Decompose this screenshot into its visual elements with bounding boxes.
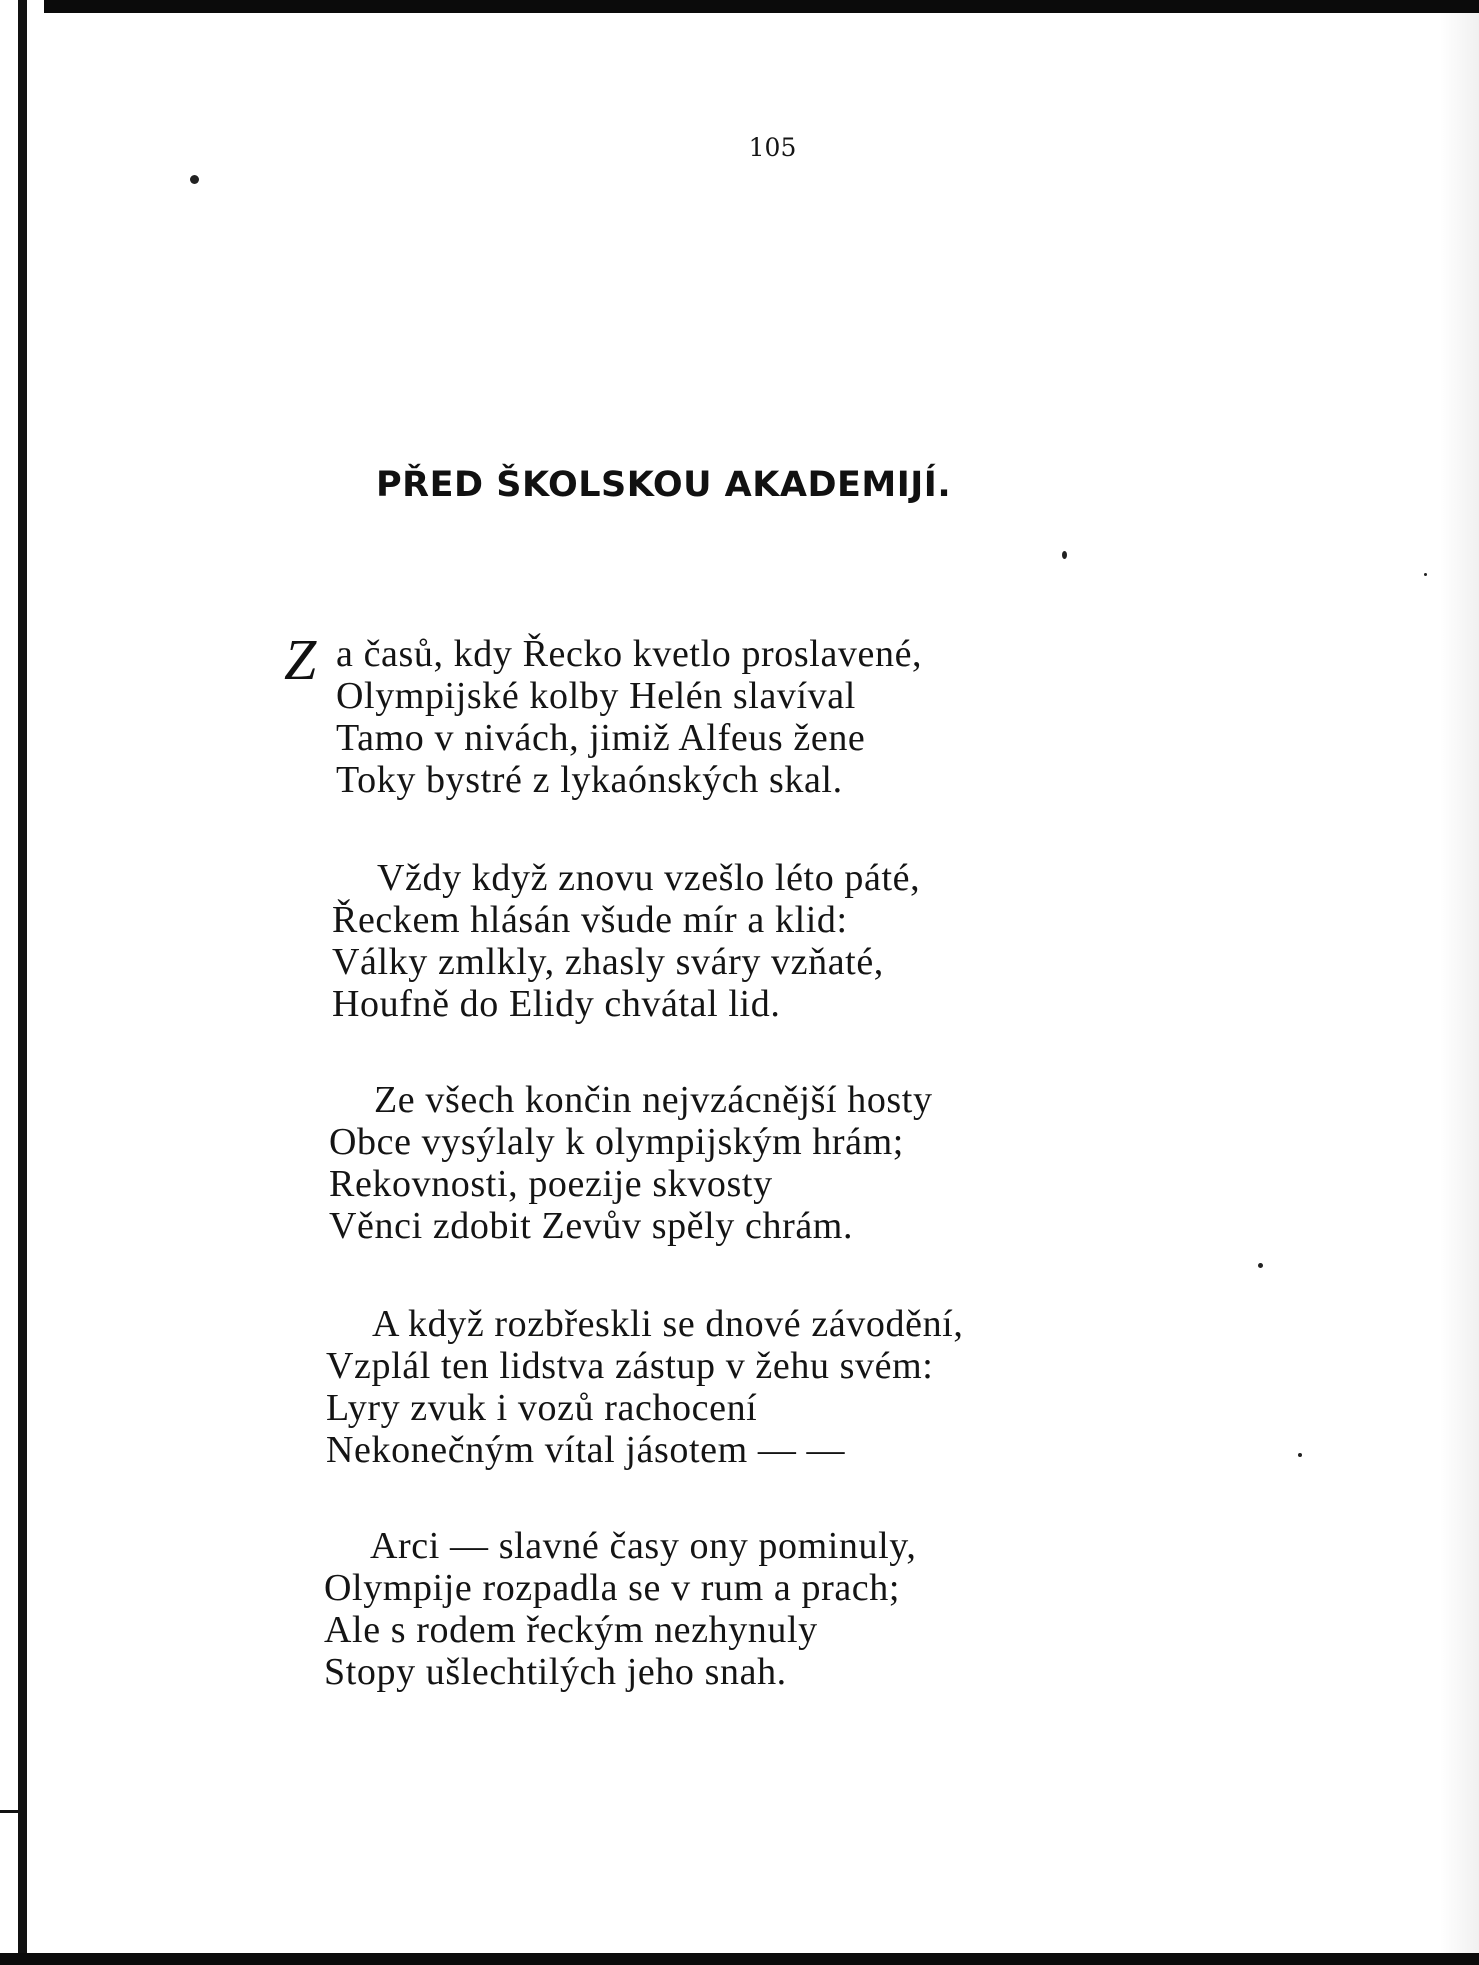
poem-line: Věnci zdobit Zevův spěly chrám. bbox=[329, 1205, 854, 1247]
poem-line: Řeckem hlásán všude mír a klid: bbox=[332, 899, 848, 941]
poem-line: Arci — slavné časy ony pominuly, bbox=[370, 1525, 917, 1567]
poem-line: Vždy když znovu vzešlo léto páté, bbox=[377, 857, 921, 899]
poem-line: Lyry zvuk i vozů rachocení bbox=[326, 1387, 758, 1429]
poem-line: Ze všech končin nejvzácnější hosty bbox=[374, 1079, 933, 1121]
poem-title: PŘED ŠKOLSKOU AKADEMIJÍ. bbox=[376, 465, 952, 505]
drop-cap: Z bbox=[284, 627, 317, 692]
poem-line: a časů, kdy Řecko kvetlo proslavené, bbox=[336, 633, 923, 675]
poem-line: Toky bystré z lykaónských skal. bbox=[336, 759, 843, 801]
poem-line: Ale s rodem řeckým nezhynuly bbox=[324, 1609, 818, 1651]
poem-line: A když rozbřeskli se dnové závodění, bbox=[372, 1303, 964, 1345]
binding-tick bbox=[0, 1810, 26, 1813]
book-page bbox=[44, 13, 1479, 1953]
binding-rule bbox=[18, 0, 27, 1965]
poem-line: Olympijské kolby Helén slavíval bbox=[336, 675, 856, 717]
scan-left-border bbox=[0, 0, 44, 1965]
poem-line: Vzplál ten lidstva zástup v žehu svém: bbox=[326, 1345, 934, 1387]
scan-top-border bbox=[0, 0, 1479, 13]
scan-bottom-border bbox=[0, 1953, 1479, 1965]
poem-line: Nekonečným vítal jásotem — — bbox=[326, 1429, 846, 1471]
poem-line: Rekovnosti, poezije skvosty bbox=[329, 1163, 773, 1205]
poem-line: Houfně do Elidy chvátal lid. bbox=[332, 983, 781, 1025]
poem-line: Války zmlkly, zhasly sváry vzňaté, bbox=[332, 941, 884, 983]
poem-line: Olympije rozpadla se v rum a prach; bbox=[324, 1567, 901, 1609]
poem-line: Stopy ušlechtilých jeho snah. bbox=[324, 1651, 787, 1693]
poem-line: Obce vysýlaly k olympijským hrám; bbox=[329, 1121, 904, 1163]
page-number: 105 bbox=[748, 133, 797, 162]
poem-line: Tamo v nivách, jimiž Alfeus žene bbox=[336, 717, 866, 759]
poem-body bbox=[44, 13, 1479, 1953]
